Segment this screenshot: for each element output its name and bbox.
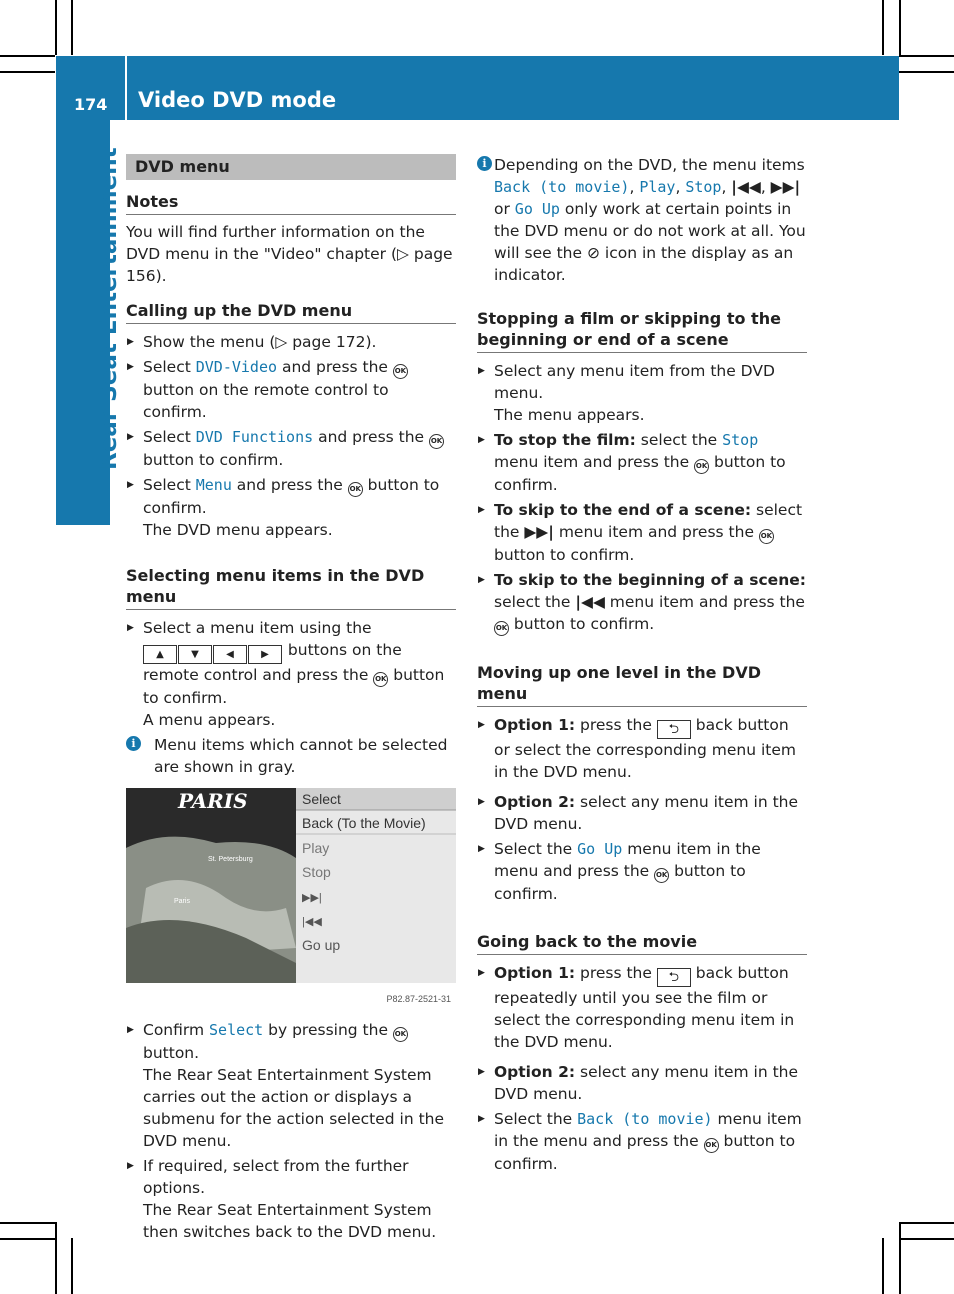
step-text: by pressing the [263,1021,393,1039]
image-caption: P82.87-2521-31 [386,994,451,1004]
menu-item-code: Go Up [577,840,623,858]
section-title: DVD menu [126,154,456,180]
step-text: buttons on the remote control and press the [143,641,402,684]
dvd-menu-item: Go up [302,937,341,953]
skip-back-icon: |◀◀ [575,593,605,611]
crop-mark [882,0,884,55]
menu-item-code: DVD-Video [195,358,278,376]
info-note-top [477,154,807,286]
calling-step-3 [126,426,456,471]
step-result: The Rear Seat Entertainment System carries out the action or displays a submenu for the action selected in the DVD menu. [143,1066,445,1150]
info-icon: i [126,736,141,751]
going-step-3 [477,1108,807,1175]
page-header [56,56,899,120]
step-text: Select a menu item using the [143,619,372,637]
back-button-icon: ⮌ [657,720,691,739]
ok-button-icon: OK [373,672,388,687]
step-text: button. [143,1044,200,1062]
step-text: menu item in the menu and press the [494,1110,802,1150]
dvd-menu-item: Back (To the Movie) [302,815,426,831]
moving-heading: Moving up one level in the DVD menu [477,662,807,707]
page-number: 174 [74,95,108,114]
crop-mark [899,71,954,73]
crop-mark [55,0,57,55]
left-column [126,154,456,1243]
going-step-1 [477,962,807,1053]
step-result: The menu appears. [494,406,645,424]
up-key-icon: ▲ [143,645,177,664]
dvd-screen-image [126,788,456,1013]
calling-heading: Calling up the DVD menu [126,300,456,324]
ok-button-icon: OK [348,482,363,497]
calling-step-4 [126,474,456,541]
step-text: menu item in the menu and press the [494,840,761,880]
step-bold: To stop the film: [494,431,636,449]
info-text: Menu items which cannot be selected are shown in gray. [154,736,448,776]
info-icon: i [477,156,492,171]
step-text: select any menu item in the DVD menu. [494,1063,799,1103]
ok-button-icon: OK [694,459,709,474]
step-text: button to confirm. [494,453,786,494]
selecting-step-2 [126,1019,456,1152]
crop-mark [899,1238,954,1240]
step-text: select the [494,593,576,611]
step-text: Confirm [143,1021,210,1039]
step-text: and press the [231,476,348,494]
crop-mark [0,1238,55,1240]
step-bold: Option 1: [494,716,576,734]
step-text: back button repeatedly until you see the film or select the corresponding menu item in the DVD menu. [494,964,795,1051]
header-divider [125,56,127,120]
separator: , [721,178,732,196]
menu-item-code: Menu [195,476,232,494]
info-text: icon in the display as an indicator. [494,244,794,284]
step-result: The Rear Seat Entertainment System then switches back to the DVD menu. [143,1201,437,1241]
dvd-menu-item: ▶▶| [302,892,322,904]
ok-button-icon: OK [704,1138,719,1153]
skip-forward-icon: ▶▶| [524,523,554,541]
ok-button-icon: OK [429,434,444,449]
separator: , [629,178,640,196]
ok-button-icon: OK [393,1027,408,1042]
menu-item-code: Select [209,1021,264,1039]
crop-mark [71,0,73,55]
info-text: Depending on the DVD, the menu items [494,156,805,174]
skip-back-icon: |◀◀ [731,178,761,196]
dvd-menu-item: |◀◀ [302,916,322,928]
separator: or [494,200,515,218]
step-text: press the [575,716,657,734]
step-bold: Option 2: [494,793,576,811]
crop-mark [55,1222,57,1294]
menu-item-code: Stop [722,431,759,449]
menu-item-code: Back (to movie) [494,178,630,196]
moving-step-1 [477,714,807,783]
crop-mark [882,1238,884,1294]
step-bold: Option 1: [494,964,576,982]
menu-item-code: Back (to movie) [577,1110,713,1128]
dvd-menu-item: Select [302,791,341,807]
info-text: only work at certain points in the DVD menu or do not work at all. You will see the [494,200,806,262]
step-text: menu item and press the [553,523,759,541]
going-heading: Going back to the movie [477,931,807,955]
step-text: select the [635,431,723,449]
stopping-step-3 [477,499,807,566]
step-text: Select the [494,1110,578,1128]
crop-mark [0,1222,55,1224]
selecting-heading: Selecting menu items in the DVD menu [126,565,456,610]
step-text: button to confirm. [509,615,655,633]
crop-mark [0,71,55,73]
down-key-icon: ▼ [178,645,212,664]
going-step-2 [477,1061,807,1105]
info-note [126,734,456,778]
menu-item-code: DVD Functions [195,428,314,446]
separator: , [760,178,771,196]
right-column [477,154,807,1175]
step-text: select the [494,501,803,541]
skip-forward-icon: ▶▶| [770,178,801,196]
menu-item-code: Play [639,178,676,196]
step-bold: Option 2: [494,1063,576,1081]
selecting-step-1 [126,617,456,731]
stopping-step-2 [477,429,807,496]
step-text: menu item and press the [494,453,695,471]
step-text: If required, select from the further options. [143,1157,409,1197]
step-text: Select any menu item from the DVD menu. [494,362,775,402]
step-text: button to confirm. [143,476,440,517]
dvd-title-text: PARIS [178,789,248,813]
step-bold: To skip to the end of a scene: [494,501,752,519]
moving-step-3 [477,838,807,905]
step-text: press the [575,964,657,982]
step-text: button to confirm. [143,451,284,469]
crop-mark [899,55,954,57]
dvd-menu-item: Play [302,840,330,856]
step-text: Show the menu (▷ page 172). [143,333,377,351]
dvd-menu-screenshot [126,788,456,1013]
step-text: button to confirm. [494,1132,796,1173]
step-text: select any menu item in the DVD menu. [494,793,799,833]
step-text: and press the [313,428,430,446]
step-text: button to confirm. [494,546,635,564]
back-button-icon: ⮌ [657,968,691,987]
moving-step-2 [477,791,807,835]
ok-button-icon: OK [759,529,774,544]
notes-text: You will find further information on the DVD menu in the "Video" chapter (▷ page 156). [126,223,453,285]
map-label: St. Petersburg [208,856,253,863]
step-text: Select [143,428,196,446]
crop-mark [899,1222,954,1224]
step-bold: To skip to the beginning of a scene: [494,571,806,589]
selecting-step-3 [126,1155,456,1243]
ok-button-icon: OK [654,868,669,883]
page-title: Video DVD mode [138,88,337,112]
step-text: button on the remote control to confirm. [143,381,389,421]
menu-item-code: Stop [685,178,722,196]
crop-mark [71,1238,73,1294]
stopping-step-4 [477,569,807,636]
prohibited-icon: ⊘ [586,244,600,262]
step-text: Select [143,476,196,494]
map-label: Paris [174,898,190,905]
step-text: button to confirm. [143,666,445,707]
stopping-step-1 [477,360,807,426]
step-text: Select the [494,840,578,858]
separator: , [675,178,686,196]
step-text: Select [143,358,196,376]
stopping-heading: Stopping a film or skipping to the beginning or end of a scene [477,308,807,353]
crop-mark [899,0,901,55]
left-key-icon: ◀ [213,645,247,664]
menu-item-code: Go Up [514,200,560,218]
step-result: The DVD menu appears. [143,521,333,539]
step-text: menu item and press the [604,593,805,611]
chapter-title: Rear Seat Entertainment [96,147,122,470]
step-text: and press the [277,358,393,376]
step-result: A menu appears. [143,711,276,729]
crop-mark [0,55,55,57]
right-key-icon: ▶ [248,645,282,664]
ok-button-icon: OK [393,364,408,379]
crop-mark [899,1222,901,1294]
calling-step-1 [126,331,456,353]
ok-button-icon: OK [494,621,509,636]
notes-heading: Notes [126,191,456,215]
step-text: back button or select the corresponding menu item in the DVD menu. [494,716,796,781]
dvd-menu-item: Stop [302,864,331,880]
calling-step-2 [126,356,456,423]
step-text: button to confirm. [494,862,746,903]
